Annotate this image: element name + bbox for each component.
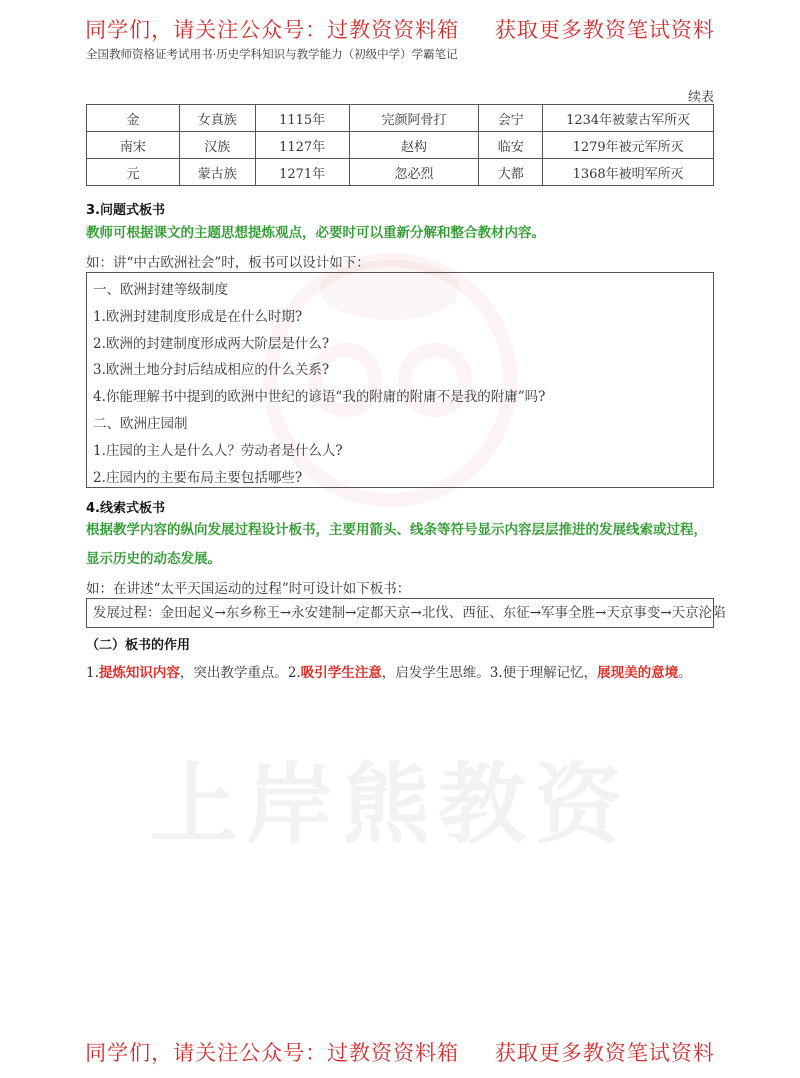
bottom-banner <box>0 1037 800 1067</box>
book-subtitle: 全国教师资格证考试用书·历史学科知识与教学能力（初级中学）学霸笔记 <box>86 47 458 61</box>
role-paragraph <box>86 661 692 681</box>
dynasty-table <box>86 104 714 186</box>
continued-label: 续表 <box>687 90 714 105</box>
top-banner <box>0 14 800 44</box>
table-cell: 临安 <box>479 132 543 159</box>
board-line: 1.欧洲封建制度形成是在什么时期? <box>93 308 303 325</box>
table-cell: 汉族 <box>179 132 255 159</box>
board-line: 1.庄园的主人是什么人？劳动者是什么人? <box>93 442 343 459</box>
banner-right-text: 获取更多教资笔试资料 <box>494 18 715 42</box>
board-line: 一、欧洲封建等级制度 <box>93 282 228 298</box>
table-cell: 1115年 <box>255 105 349 132</box>
question-board-box <box>86 272 714 488</box>
banner-left-text: 同学们，请关注公众号：过教资资料箱 <box>85 1041 460 1065</box>
table-cell: 蒙古族 <box>179 159 255 186</box>
table-cell: 南宋 <box>87 132 180 159</box>
table-cell: 金 <box>87 105 180 132</box>
banner-right-text: 获取更多教资笔试资料 <box>494 1041 715 1065</box>
role-emphasis: 吸引学生注意 <box>300 665 382 681</box>
table-cell: 1271年 <box>255 159 349 186</box>
table-cell: 1234年被蒙古军所灭 <box>543 105 714 132</box>
table-cell: 1368年被明军所灭 <box>543 159 714 186</box>
banner-left-text: 同学们，请关注公众号：过教资资料箱 <box>85 18 460 42</box>
section-3-example: 如：讲“中古欧洲社会”时，板书可以设计如下： <box>86 255 370 271</box>
role-text: ，突出教学重点。2. <box>179 665 301 681</box>
section-4-highlight: 根据教学内容的纵向发展过程设计板书，主要用箭头、线条等符号显示内容层层推进的发展线索或过程，显示历史的动态发展。 <box>86 522 707 567</box>
board-line: 3.欧洲土地分封后结成相应的什么关系? <box>93 362 330 379</box>
table-row <box>87 132 714 159</box>
clue-board-box: 发展过程：金田起义→东乡称王→永安建制→定都天京→北伐、西征、东征→军事全胜→天京事变→天京沦陷 <box>86 598 714 628</box>
table-cell: 忽必烈 <box>349 159 479 186</box>
role-emphasis: 提炼知识内容 <box>98 665 180 681</box>
role-emphasis: 展现美的意境 <box>597 665 679 681</box>
table-cell: 1279年被元军所灭 <box>543 132 714 159</box>
table-cell: 女真族 <box>179 105 255 132</box>
section-4-heading: 4.线索式板书 <box>86 501 165 516</box>
section-3-heading: 3.问题式板书 <box>86 203 165 218</box>
table-row <box>87 159 714 186</box>
board-line: 2.欧洲的封建制度形成两大阶层是什么? <box>93 335 330 352</box>
role-text: 1. <box>86 665 99 681</box>
role-heading: （二）板书的作用 <box>86 638 191 653</box>
section-3-highlight: 教师可根据课文的主题思想提炼观点，必要时可以重新分解和整合教材内容。 <box>86 225 545 241</box>
table-cell: 1127年 <box>255 132 349 159</box>
section-4-example: 如：在讲述“太平天国运动的过程”时可设计如下板书： <box>86 581 411 597</box>
board-line: 二、欧洲庄园制 <box>93 415 188 432</box>
role-text: 。 <box>678 665 692 681</box>
table-cell: 完颜阿骨打 <box>349 105 479 132</box>
board-line: 4.你能理解书中提到的欧洲中世纪的谚语“我的附庸的附庸不是我的附庸”吗? <box>93 389 546 406</box>
table-cell: 大都 <box>479 159 543 186</box>
table-cell: 元 <box>87 159 180 186</box>
role-text: ，启发学生思维。3.便于理解记忆， <box>381 665 598 681</box>
table-cell: 赵构 <box>349 132 479 159</box>
table-cell: 会宁 <box>479 105 543 132</box>
brand-watermark: 上岸熊教资 <box>150 753 631 856</box>
board-line: 2.庄园内的主要布局主要包括哪些? <box>93 469 303 486</box>
table-row <box>87 105 714 132</box>
